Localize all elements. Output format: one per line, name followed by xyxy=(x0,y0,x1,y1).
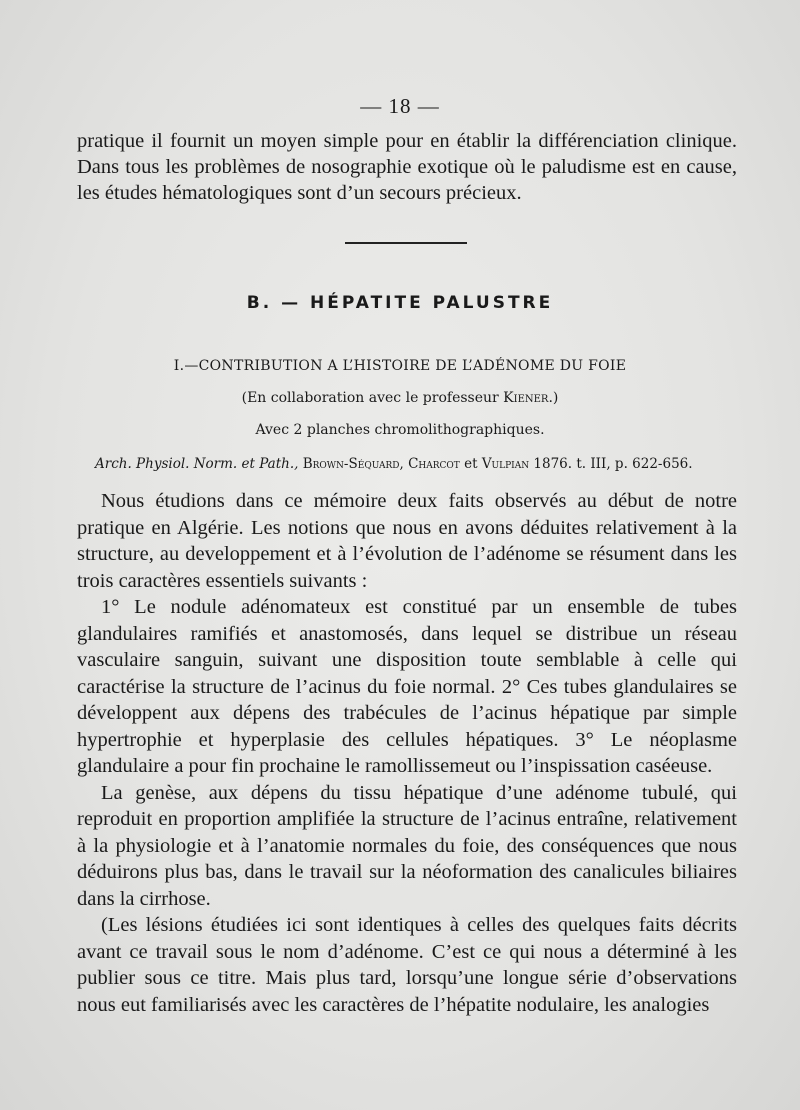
page-number: — 18 — xyxy=(360,94,440,118)
section-title: B. — HÉPATITE PALUSTRE xyxy=(246,293,554,313)
paragraph: (Les lésions étudiées ici sont identiques à celles des quelques faits décrits avant ce travail sous le nom d’adénome. C’est ce qui nous a déterminé à les publier sous ce titre. Mais plus tard, lorsqu’une longue série d’observations nous eut familiarisés avec les caractères de l’hépatite nodulaire, les analogies xyxy=(77,914,737,1016)
section-divider xyxy=(345,242,467,244)
reference-journal: Arch. Physiol. Norm. et Path., xyxy=(95,456,299,472)
bibliographic-reference xyxy=(95,456,735,472)
reference-editor-last: Vulpian xyxy=(481,456,530,472)
reference-and: et xyxy=(459,456,482,472)
paragraph: Nous étudions dans ce mémoire deux faits observés au début de notre pratique en Algérie. Les notions que nous en avons déduites relativement à la structure, au developpement et à l’évolution de l’adénome se résument dans les trois caractères essentiels suivants : xyxy=(77,490,737,592)
paragraph: 1° Le nodule adénomateux est constitué par un ensemble de tubes glandulaires ramifiés et anastomosés, dans lequel se distribue un réseau vasculaire sanguin, suivant une disposition toute semblable à celle qui caractérise la structure de l’acinus du foie normal. 2° Ces tubes glandulaires se développent aux dépens des trabécules de l’acinus hépatique par simple hypertrophie et hyperplasie des cellules hépatiques. 3° Le néoplasme glandulaire a pour fin prochaine le ramollissemeut ou l’inspissation caséeuse. xyxy=(77,596,737,777)
collaboration-prefix: (En collaboration avec le professeur xyxy=(241,390,504,406)
reference-editors: Brown-Séquard, Charcot xyxy=(302,456,460,472)
plates-note: Avec 2 planches chromolithographiques. xyxy=(255,422,545,438)
collaboration-name: Kiener xyxy=(503,390,549,406)
body-text xyxy=(77,488,737,1018)
intro-paragraph: pratique il fournit un moyen simple pour en établir la différenciation clinique. Dans tous les problèmes de nosographie exotique où le paludisme est en cause, les études hématologiques sont d’un secours précieux. xyxy=(77,130,737,204)
paragraph: La genèse, aux dépens du tissu hépatique d’une adénome tubulé, qui reproduit en proportion amplifiée la structure de l’acinus entraîne, relativement à la physiologie et à l’anatomie normales du foie, des conséquences que nous déduirons plus bas, dans le travail sur la néoformation des canalicules biliaires dans la cirrhose. xyxy=(77,781,737,910)
collaboration-note xyxy=(0,390,800,406)
collaboration-suffix: .) xyxy=(548,390,559,406)
reference-details: 1876. t. III, p. 622-656. xyxy=(529,456,693,472)
subsection-heading: I.—CONTRIBUTION A L’HISTOIRE DE L’ADÉNOME DU FOIE xyxy=(173,358,627,374)
